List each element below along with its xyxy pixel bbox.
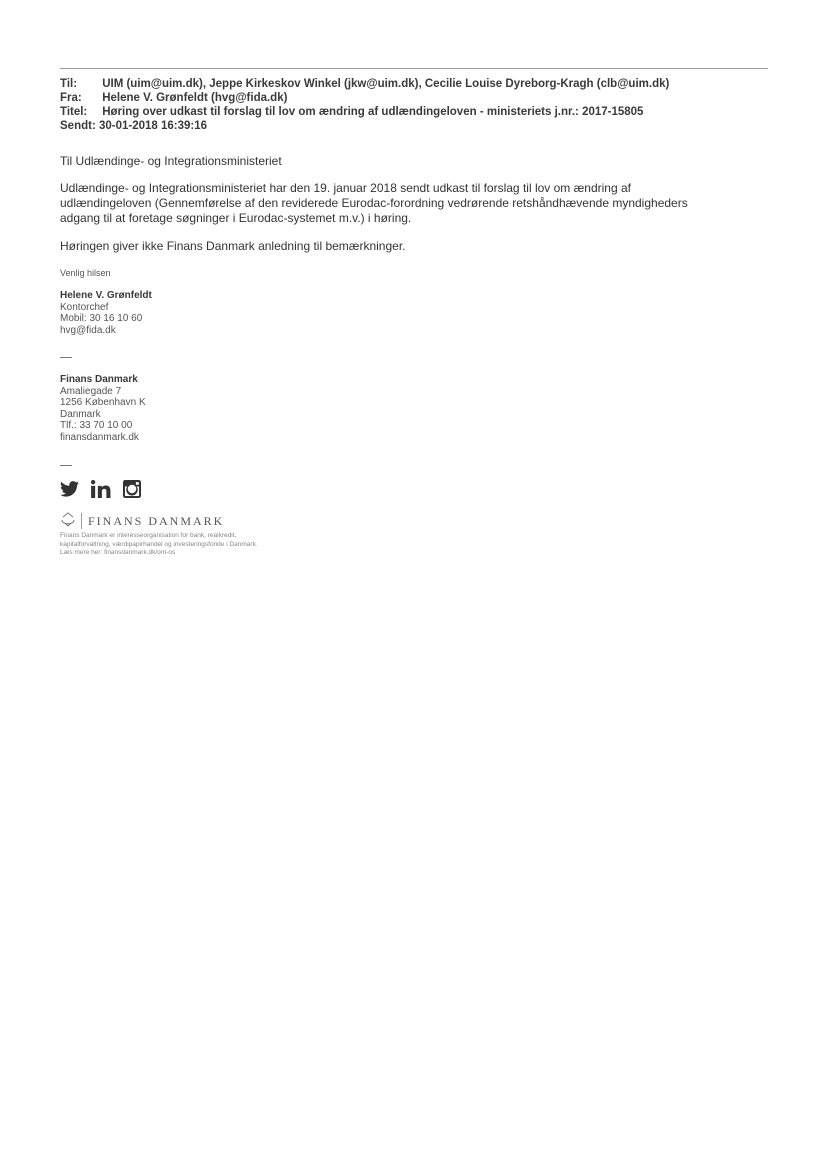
signature-separator	[60, 357, 72, 358]
footer-note	[60, 532, 258, 558]
sent-row	[60, 119, 780, 133]
company-phone: Tlf.: 33 70 10 00	[60, 420, 133, 431]
footer-line: kapitalforvaltning, værdipapirhandel og investeringsfonde i Danmark.	[60, 540, 258, 548]
logo-mark-icon	[60, 511, 76, 532]
body-paragraph-2: Høringen giver ikke Finans Danmark anledning til bemærkninger.	[60, 239, 406, 253]
instagram-icon[interactable]	[123, 480, 141, 498]
company-city: 1256 København K	[60, 397, 146, 408]
from-label: Fra:	[60, 92, 82, 104]
from-value: Helene V. Grønfeldt (hvg@fida.dk)	[102, 92, 288, 104]
paragraph-line: udlændingeloven (Gennemførelse af den reviderede Eurodac-forordning vedrørende retshåndhævende myndigheders	[60, 196, 688, 210]
signature-email[interactable]: hvg@fida.dk	[60, 324, 116, 336]
header-rule	[60, 68, 768, 69]
from-row	[60, 91, 780, 105]
company-name: Finans Danmark	[60, 374, 138, 385]
company-logo	[60, 512, 224, 530]
closing: Venlig hilsen	[60, 268, 111, 278]
to-row	[60, 77, 780, 91]
greeting: Til Udlændinge- og Integrationsministeriet	[60, 154, 282, 168]
to-label: Til:	[60, 78, 78, 90]
signature-mobile: Mobil: 30 16 10 60	[60, 313, 143, 324]
signature-name: Helene V. Grønfeldt	[60, 290, 152, 301]
sent-value: 30-01-2018 16:39:16	[98, 120, 208, 132]
company-country: Danmark	[60, 408, 101, 420]
email-header	[60, 77, 780, 133]
footer-line: Læs mere her: finansdanmark.dk/om-os	[60, 549, 176, 556]
linkedin-icon[interactable]	[91, 480, 111, 498]
paragraph-line: adgang til at foretage søgninger i Eurodac-systemet m.v.) i høring.	[60, 211, 412, 225]
to-value: UIM (uim@uim.dk), Jeppe Kirkeskov Winkel (jkw@uim.dk), Cecilie Louise Dyreborg-Kragh (clb@uim.dk)	[102, 78, 670, 90]
signature-company	[60, 374, 146, 443]
footer-line: Finans Danmark er interesseorganisation for bank, realkredit,	[60, 532, 237, 539]
company-web[interactable]: finansdanmark.dk	[60, 431, 139, 443]
paragraph-line: Udlændinge- og Integrationsministeriet har den 19. januar 2018 sendt udkast til forslag til lov om ændring af	[60, 181, 631, 195]
title-value: Høring over udkast til forslag til lov om ændring af udlændingeloven - ministeriets j.nr.: 2017-15805	[102, 106, 644, 118]
signature-role: Kontorchef	[60, 301, 109, 313]
social-links	[60, 478, 141, 500]
logo-wordmark: FINANS DANMARK	[88, 513, 225, 528]
company-street: Amaliegade 7	[60, 385, 122, 397]
sent-label: Sendt:	[60, 120, 96, 132]
signature-separator	[60, 465, 72, 466]
twitter-icon[interactable]	[60, 481, 79, 497]
title-row	[60, 105, 780, 119]
signature-person	[60, 290, 152, 336]
logo-divider	[81, 513, 82, 529]
body-paragraph-1	[60, 181, 772, 226]
title-label: Titel:	[60, 106, 88, 118]
